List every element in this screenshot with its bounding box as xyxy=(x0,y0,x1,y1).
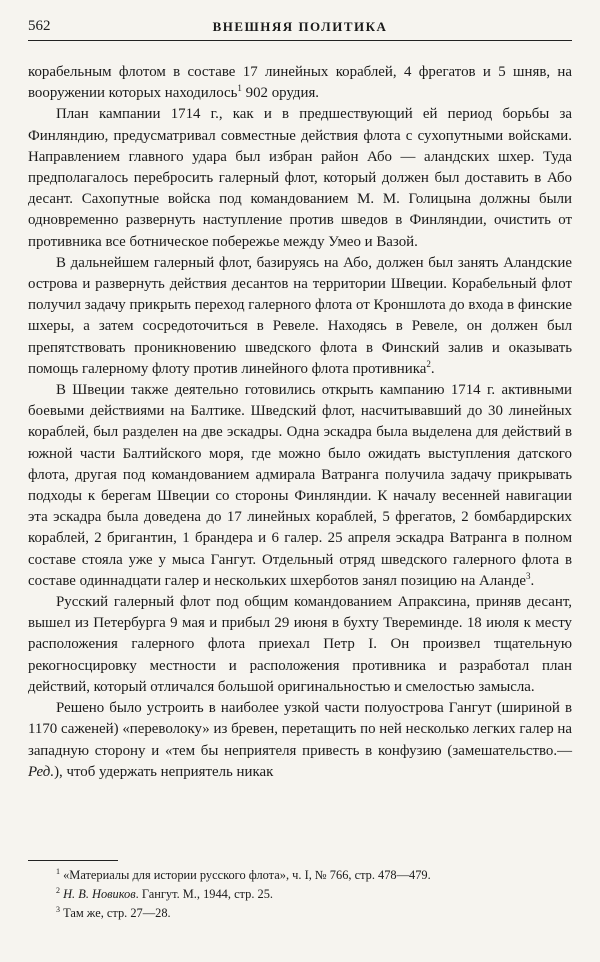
footnote xyxy=(28,904,572,923)
running-title: ВНЕШНЯЯ ПОЛИТИКА xyxy=(212,19,388,34)
footnote-ref: 3 xyxy=(526,570,531,581)
paragraph xyxy=(28,253,572,380)
paragraph-text: корабельным флотом в составе 17 линейных кораблей, 4 фрегатов и 5 шняв, на вооружении которых находилось xyxy=(28,64,572,102)
footnote-text: «Материалы для истории русского флота», ч. I, № 766, стр. 478—479. xyxy=(63,868,431,882)
paragraph xyxy=(28,62,572,104)
paragraph xyxy=(28,592,572,698)
paragraph-text: 902 орудия. xyxy=(241,85,320,102)
footnote-text: . Гангут. М., 1944, стр. 25. xyxy=(135,887,274,901)
main-text xyxy=(28,62,572,783)
footnote-mark: 3 xyxy=(56,904,60,914)
footnote-ref: 2 xyxy=(426,358,431,369)
page-number: 562 xyxy=(28,18,51,34)
paragraph-text: ), чтоб удержать неприятель никак xyxy=(54,763,274,780)
footnote xyxy=(28,885,572,904)
footnote-text: Там же, стр. 27—28. xyxy=(63,906,171,920)
paragraph-text: Русский галерный флот под общим командованием Апраксина, приняв десант, вышел из Петербурга 9 мая и прибыл 29 июня в бухту Твереминде. 18 июля к месту расположения галерного флота приехал Петр I. Он произвел тщательную рекогносцировку местности и расположения противника и разработал план действий, который отличался большой оригинальностью и смелостью замысла. xyxy=(28,594,572,695)
footnote-mark: 2 xyxy=(56,885,60,895)
paragraph-text: В Швеции также деятельно готовились открыть кампанию 1714 г. активными боевыми действиями на Балтике. Шведский флот, насчитывавший до 30 линейных кораблей, был разделен на две эскадры. Одна эскадра была выделена для действий в южной части Балтийского моря, где можно было ожидать выступления датского флота, другая под командованием адмирала Ватранга получила задачу прикрывать подходы к берегам Швеции со стороны Финляндии. К началу весенней навигации эта эскадра была доведена до 17 линейных кораблей, 5 фрегатов, 2 бомбардирских кораблей, 2 бригантин, 1 брандера и 6 галер. 25 апреля эскадра Ватранга в полном составе стояла уже у мыса Гангут. Отдельный отряд шведского галерного флота в составе одиннадцати галер и нескольких шхерботов занял позицию на Аланде xyxy=(28,382,572,589)
footnote-ref: 1 xyxy=(237,83,242,94)
paragraph xyxy=(28,698,572,783)
footnotes xyxy=(28,866,572,923)
paragraph-text: . xyxy=(430,360,435,377)
footnote-mark: 1 xyxy=(56,866,60,876)
paragraph-text: . xyxy=(530,572,535,589)
footnote-author: Н. В. Новиков xyxy=(63,887,136,901)
editor-abbrev: Ред. xyxy=(28,763,55,780)
paragraph xyxy=(28,104,572,252)
paragraph xyxy=(28,380,572,592)
page-header xyxy=(28,18,572,41)
paragraph-text: Решено было устроить в наиболее узкой части полуострова Гангут (шириной в 1170 саженей) «переволоку» из бревен, перетащить по ней несколько легких галер на западную сторону и «тем бы неприятеля привесть в конфузию (замешательство.— xyxy=(28,700,572,759)
footnote xyxy=(28,866,572,885)
paragraph-text: В дальнейшем галерный флот, базируясь на Або, должен был занять Аландские острова и развернуть действия десантов на территории Швеции. Корабельный флот получил задачу прикрыть переход галерного флота от Кроншлота до входа в финские шхеры, а затем сосредоточиться в Ревеле. Находясь в Ревеле, он должен был препятствовать проникновению шведского флота в Финский залив и оказывать помощь галерному флоту против линейного флота противника xyxy=(28,254,572,377)
footnote-separator xyxy=(28,860,118,861)
paragraph-text: План кампании 1714 г., как и в предшествующий ей период борьбы за Финляндию, предусматривал совместные действия флота с сухопутными войсками. Направлением главного удара был избран район Або — аландских шхер. Туда предполагалось перебросить галерный флот, который должен был доставить в Або десант. Сахопутные войска под командованием М. М. Голицына должны были одновременно развернуть наступление против шведов в Финляндии, очистить от противника все ботническое побережье между Умео и Вазой. xyxy=(28,106,572,250)
